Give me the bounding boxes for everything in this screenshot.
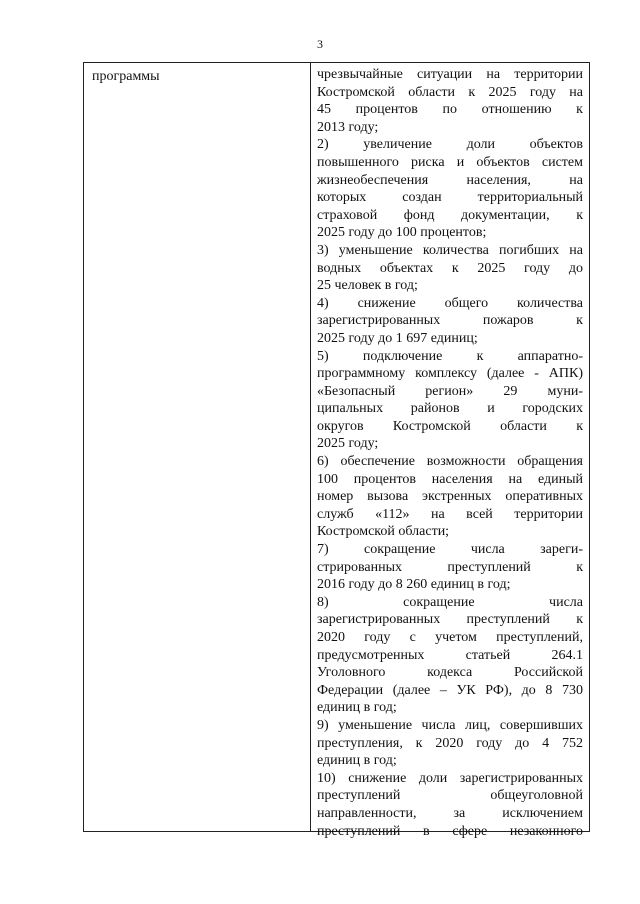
text-line: 6) обеспечение возможности обращения — [317, 454, 583, 470]
text-line: 9) уменьшение числа лиц, совершивших — [317, 717, 583, 733]
text-line: 7) сокращение числа зареги- — [317, 542, 583, 558]
text-line: единиц в год; — [317, 700, 397, 716]
text-line: предусмотренных статьей 264.1 — [317, 647, 583, 663]
text-line: Федерации (далее – УК РФ), до 8 730 — [317, 682, 583, 698]
text-line: Костромской области к 2025 году на — [317, 84, 583, 100]
text-line: 45 процентов по отношению к — [317, 102, 583, 118]
text-line: Костромской области; — [317, 524, 450, 540]
text-line: 25 человек в год; — [317, 278, 418, 294]
right-cell-text — [317, 66, 583, 840]
text-line: преступлений в сфере незаконного — [317, 823, 583, 839]
text-line: направленности, за исключением — [317, 805, 583, 821]
text-line: стрированных преступлений к — [317, 559, 583, 575]
text-line: программному комплексу (далее - АПК) — [317, 366, 583, 382]
text-line: 100 процентов населения на единый — [317, 471, 583, 487]
text-line: которых создан территориальный — [317, 190, 583, 206]
text-line: 8) сокращение числа — [317, 594, 583, 610]
text-line: 3) уменьшение количества погибших на — [317, 242, 583, 258]
text-line: 2025 году до 1 697 единиц; — [317, 330, 478, 346]
text-line: 2) увеличение доли объектов — [317, 137, 583, 153]
text-line: чрезвычайные ситуации на территории — [317, 67, 583, 82]
column-divider — [310, 63, 311, 831]
text-line: жизнеобеспечения населения, на — [317, 172, 583, 188]
text-line: ципальных районов и городских — [317, 401, 583, 417]
text-line: служб «112» на всей территории — [317, 506, 583, 522]
text-line: Уголовного кодекса Российской — [317, 665, 583, 681]
text-line: 2025 году; — [317, 436, 379, 452]
text-line: преступления, к 2020 году до 4 752 — [317, 735, 583, 751]
text-line: страховой фонд документации, к — [317, 207, 583, 223]
text-line: 2020 году с учетом преступлений, — [317, 630, 583, 645]
left-cell-label: программы — [92, 69, 160, 84]
text-line: «Безопасный регион» 29 муни- — [317, 383, 583, 399]
text-line: 4) снижение общего количества — [317, 295, 583, 311]
text-line: номер вызова экстренных оперативных — [317, 489, 583, 505]
text-line: 10) снижение доли зарегистрированных — [317, 770, 583, 786]
text-line: 2013 году; — [317, 119, 379, 135]
text-line: водных объектах к 2025 году до — [317, 260, 583, 276]
page-number: 3 — [317, 37, 323, 51]
text-line: 5) подключение к аппаратно- — [317, 348, 583, 364]
text-line: 2025 году до 100 процентов; — [317, 225, 487, 241]
text-line: округов Костромской области к — [317, 418, 583, 434]
program-table — [83, 62, 590, 839]
text-line: единиц в год; — [317, 753, 397, 769]
text-line: повышенного риска и объектов систем — [317, 154, 583, 170]
text-line: 2016 году до 8 260 единиц в год; — [317, 577, 511, 593]
text-line: зарегистрированных пожаров к — [317, 313, 583, 329]
text-line: зарегистрированных преступлений к — [317, 612, 583, 628]
text-line: преступлений общеуголовной — [317, 788, 583, 804]
